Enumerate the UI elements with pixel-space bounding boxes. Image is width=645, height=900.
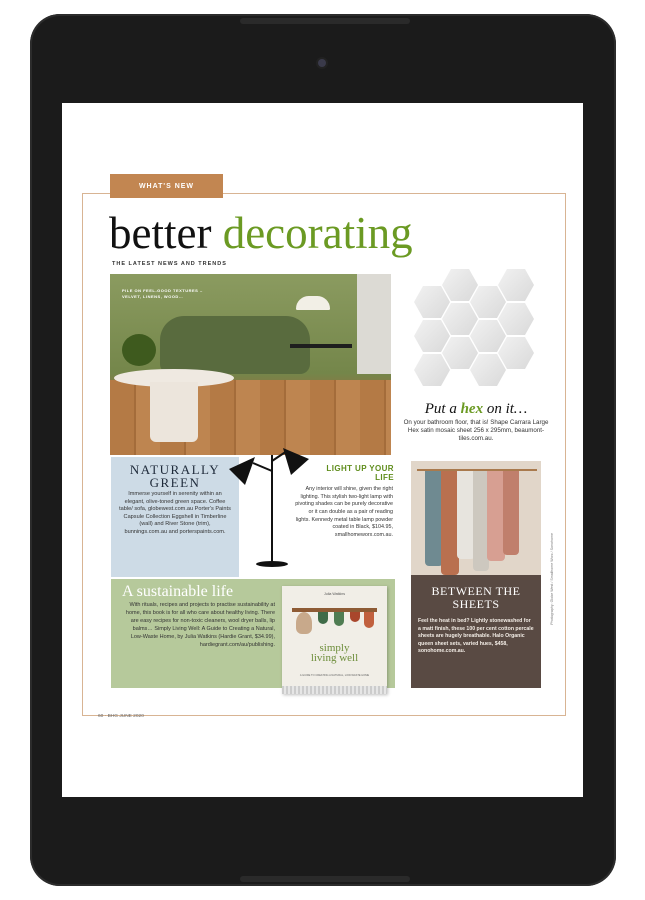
book-author: Julia Watkins — [323, 592, 346, 596]
hex-heading-post: on it… — [486, 401, 528, 417]
title-better: better — [109, 208, 212, 258]
light-up-body: Any interior will shine, given the right lighting. This stylish two-light lamp with pivoting shades can be purely decorative or it can double as a pair of reading lights. Kennedy metal table lamp powder coated in Black, $104.95, smallhomeworx.com.au. — [295, 486, 393, 539]
title-decorating: decorating — [222, 208, 413, 258]
page-subtitle: THE LATEST NEWS AND TRENDS — [112, 261, 227, 267]
sustainable-heading: A sustainable life — [122, 583, 234, 600]
magazine-page[interactable] — [62, 103, 583, 797]
sheets-photo — [411, 461, 541, 575]
hex-tile — [470, 286, 506, 318]
side-table-shape — [290, 344, 352, 348]
hex-tile — [470, 354, 506, 386]
hanging-towel-shape — [350, 612, 360, 622]
tablet-top-bezel — [240, 18, 410, 24]
window-shape — [357, 274, 391, 374]
hex-tile — [498, 337, 534, 369]
book-subtitle: A GUIDE TO CREATING A NATURAL, LOW-WASTE HOME — [299, 674, 370, 677]
hanging-plant-shape — [318, 612, 328, 624]
hex-tile — [498, 269, 534, 301]
sofa-shape — [160, 316, 310, 374]
page-folio: 60 · BHG JUNE 2020 — [98, 714, 144, 719]
tablet-bottom-bezel — [240, 876, 410, 882]
section-tag: WHAT'S NEW — [110, 174, 223, 198]
book-cover — [282, 586, 387, 694]
sustainable-body: With rituals, recipes and projects to practise sustainability at home, this book is for all who care about healthy living. There are easy recipes for non-toxic cleaners, wool dryer balls, lip balms… Simply Living Well: A Guide to Creating a Natural, Low-Waste Home, by Julia Watkins (Hardie Grant, $34.99), hardiegrant.com/au/publishing. — [125, 602, 275, 648]
hat-shape — [296, 612, 312, 634]
hex-tile — [498, 303, 534, 335]
hex-heading-pre: Put a — [424, 401, 457, 417]
hex-body: On your bathroom floor, that is! Shape Carrara Large Hex satin mosaic sheet 256 x 295mm, beaumont-tiles.com.au. — [403, 419, 549, 443]
camera-icon — [318, 59, 326, 67]
naturally-green-body: Immerse yourself in serenity within an elegant, olive-toned green space. Coffee table/ sofa, globewest.com.au Porter's Paints Capsule Collection Eggshell in Timberline (wall) and River Stone (trim), bunnings.com.au and porterspaints.com. — [119, 491, 231, 535]
sheets-heading: BETWEEN THE SHEETS — [431, 584, 521, 611]
coffee-table-base — [150, 382, 198, 442]
page-title — [109, 208, 413, 258]
living-room-photo — [110, 274, 391, 455]
plant-shape — [122, 334, 156, 366]
sheets-body: Feel the heat in bed? Lightly stonewashed for a matt finish, these 100 per cent cotton percale sheets are hugely breathable. Halo Organic queen sheet sets, varied hues, $458, sonohome.com.au. — [418, 618, 534, 655]
hex-tile — [414, 354, 450, 386]
hex-tile — [442, 337, 478, 369]
lamp-shade-shape — [296, 296, 330, 310]
hex-tile — [414, 320, 450, 352]
hex-heading-hex: hex — [460, 401, 484, 417]
naturally-green-heading: NATURALLY GREEN — [129, 462, 221, 490]
hex-tile — [470, 320, 506, 352]
hanging-plant-shape — [334, 612, 344, 626]
book-title: simply living well — [310, 642, 359, 665]
photo-caption: PILE ON FEEL-GOOD TEXTURES – VELVET, LINENS, WOOD… — [122, 288, 203, 299]
hex-tile — [442, 269, 478, 301]
book-stripe — [282, 686, 387, 694]
hex-tile — [414, 286, 450, 318]
hex-heading — [406, 401, 546, 418]
hex-tiles-photo — [406, 268, 546, 398]
photo-credit: Photography: Globe West / Smallhome Worx / Sonohome — [550, 533, 554, 625]
hanging-towel-shape — [364, 612, 374, 628]
sheet-shape — [503, 471, 519, 555]
light-up-heading: LIGHT UP YOUR LIFE — [326, 464, 394, 482]
hex-tile — [442, 303, 478, 335]
